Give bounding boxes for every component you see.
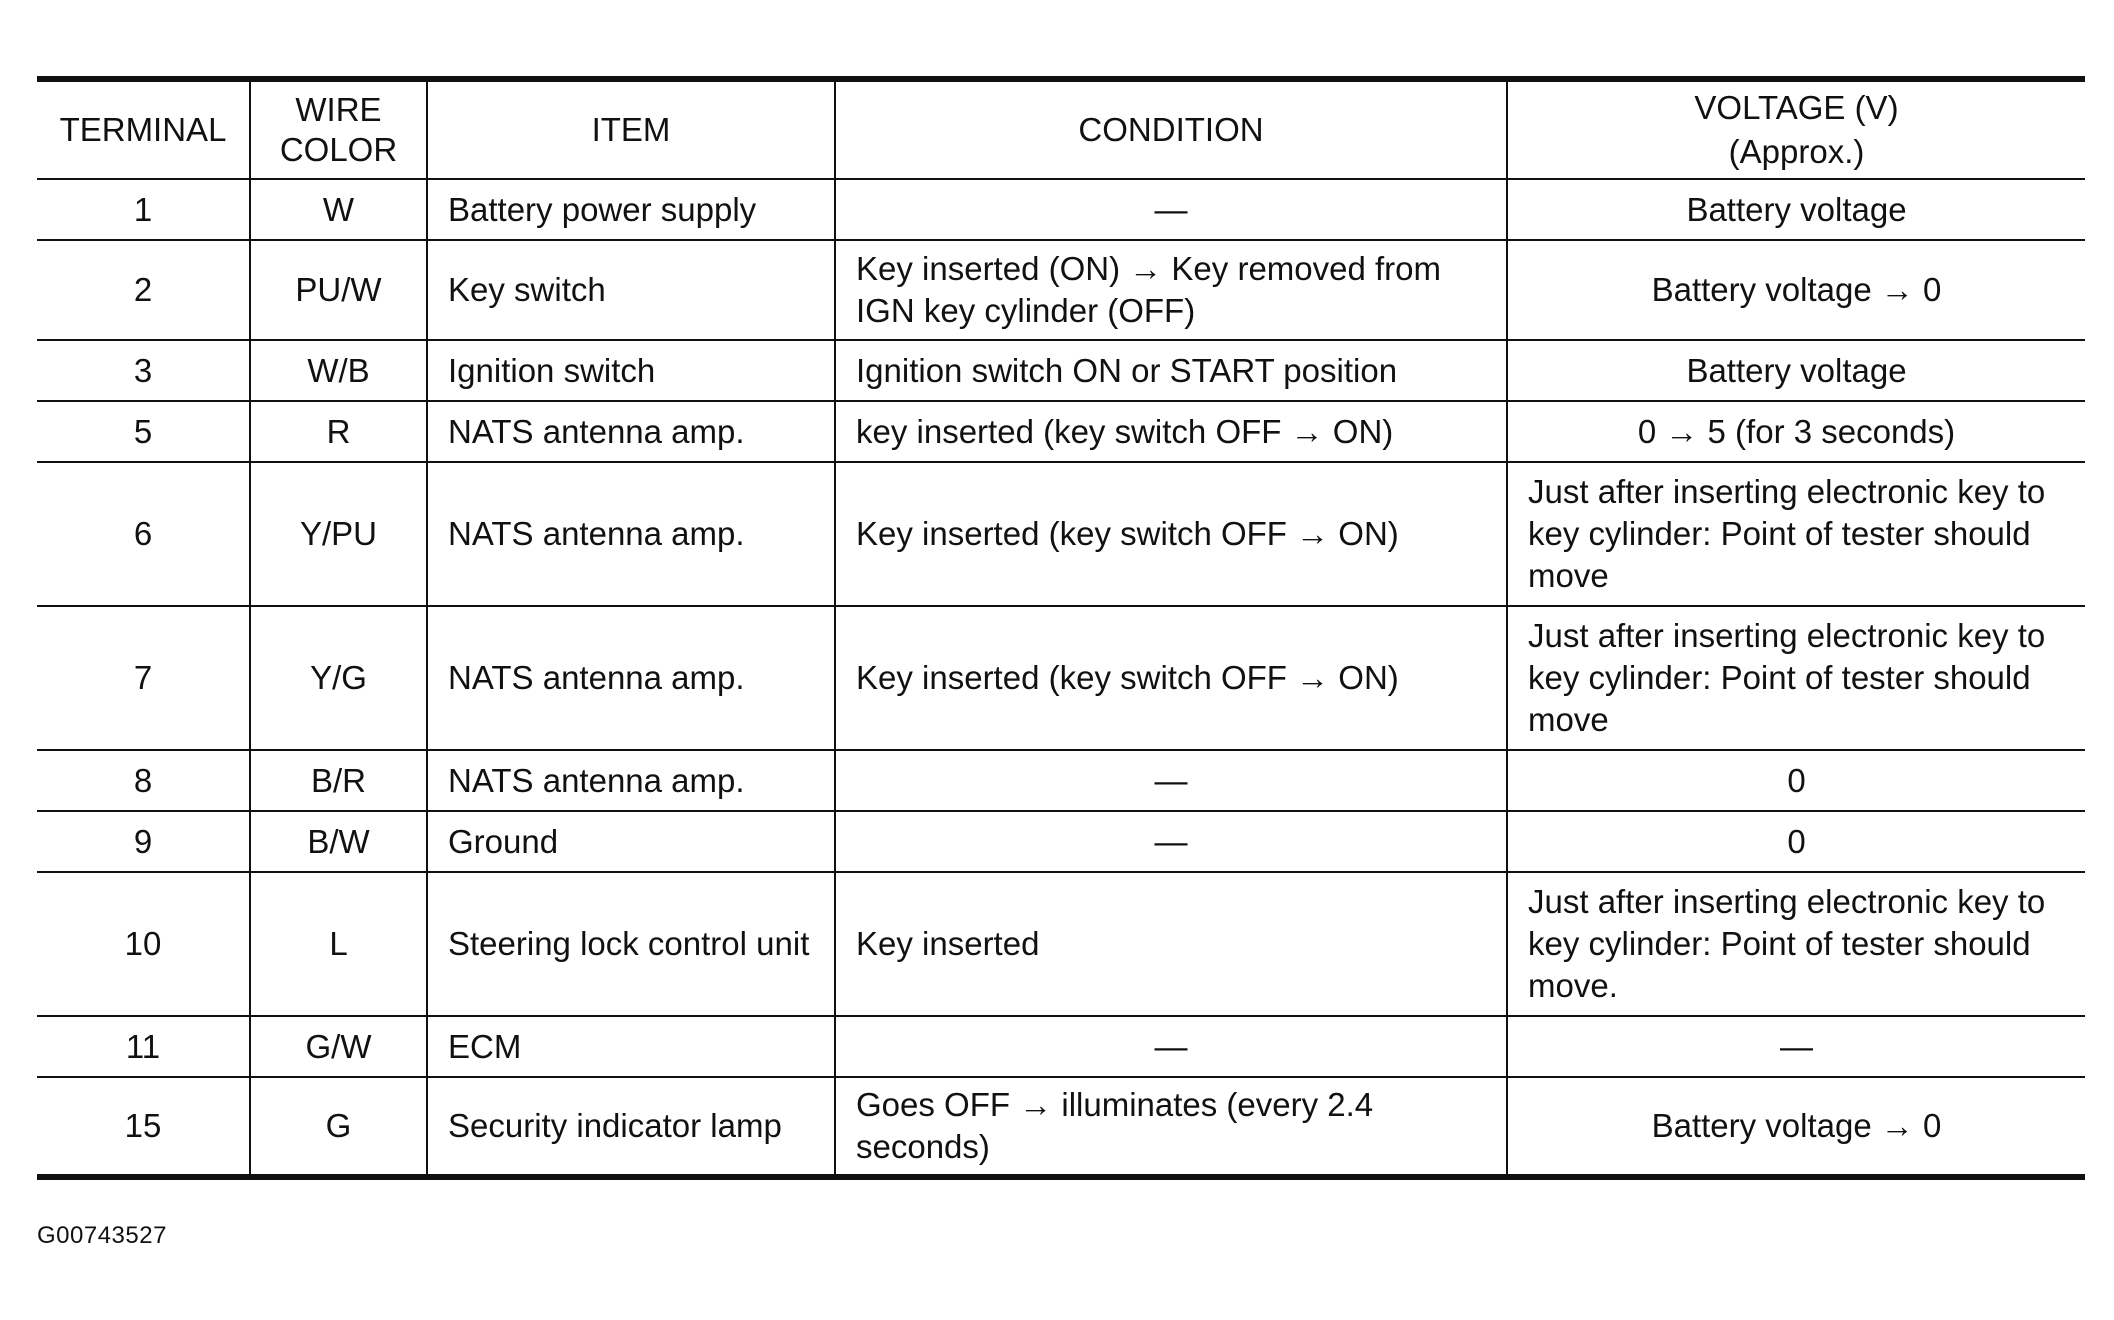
cell-terminal: 9 [37,811,250,872]
cell-terminal: 15 [37,1077,250,1177]
cell-voltage: Battery voltage [1507,179,2085,240]
cell-terminal: 5 [37,401,250,462]
cell-wire-color: W/B [250,340,427,401]
cell-wire-color: W [250,179,427,240]
cell-condition: key inserted (key switch OFF → ON) [835,401,1507,462]
cell-voltage: Just after inserting electronic key to key cylinder: Point of tester should move [1507,462,2085,606]
cell-item: NATS antenna amp. [427,606,835,750]
header-condition: CONDITION [835,79,1507,179]
figure-id: G00743527 [37,1222,167,1249]
cell-item: Ground [427,811,835,872]
cell-condition: — [835,811,1507,872]
cell-terminal: 10 [37,872,250,1016]
cell-terminal: 3 [37,340,250,401]
cell-condition: Key inserted [835,872,1507,1016]
table-row [37,811,2085,872]
cell-terminal: 6 [37,462,250,606]
cell-voltage: — [1507,1016,2085,1077]
table-row [37,1016,2085,1077]
cell-wire-color: PU/W [250,240,427,340]
table-row [37,401,2085,462]
table-row [37,1077,2085,1177]
cell-voltage: Just after inserting electronic key to key cylinder: Point of tester should move. [1507,872,2085,1016]
cell-terminal: 2 [37,240,250,340]
terminal-voltage-table [37,76,2085,1180]
cell-voltage: 0 → 5 (for 3 seconds) [1507,401,2085,462]
cell-item: Steering lock control unit [427,872,835,1016]
cell-voltage: Battery voltage [1507,340,2085,401]
header-voltage-label: VOLTAGE (V) (Approx.) [1694,89,1899,170]
cell-voltage: Battery voltage → 0 [1507,1077,2085,1177]
table-row [37,872,2085,1016]
header-terminal: TERMINAL [37,79,250,179]
cell-wire-color: G/W [250,1016,427,1077]
cell-condition: Key inserted (key switch OFF → ON) [835,606,1507,750]
cell-terminal: 11 [37,1016,250,1077]
cell-item: Key switch [427,240,835,340]
cell-item: ECM [427,1016,835,1077]
table-row [37,340,2085,401]
cell-condition: Goes OFF → illuminates (every 2.4 seconds) [835,1077,1507,1177]
cell-condition: Ignition switch ON or START position [835,340,1507,401]
header-row [37,79,2085,179]
cell-item: NATS antenna amp. [427,750,835,811]
cell-wire-color: Y/G [250,606,427,750]
cell-condition: Key inserted (key switch OFF → ON) [835,462,1507,606]
cell-condition: — [835,1016,1507,1077]
cell-condition: Key inserted (ON) → Key removed from IGN key cylinder (OFF) [835,240,1507,340]
cell-terminal: 7 [37,606,250,750]
cell-item: NATS antenna amp. [427,462,835,606]
table-row [37,179,2085,240]
cell-voltage: 0 [1507,750,2085,811]
header-voltage [1507,79,2085,179]
header-wire-color-label: WIRE COLOR [279,91,398,168]
header-item: ITEM [427,79,835,179]
table-row [37,750,2085,811]
header-wire-color [250,79,427,179]
cell-item: NATS antenna amp. [427,401,835,462]
cell-voltage: Battery voltage → 0 [1507,240,2085,340]
cell-wire-color: B/W [250,811,427,872]
cell-item: Security indicator lamp [427,1077,835,1177]
table-row [37,240,2085,340]
cell-voltage: 0 [1507,811,2085,872]
cell-condition: — [835,179,1507,240]
cell-condition: — [835,750,1507,811]
cell-wire-color: Y/PU [250,462,427,606]
cell-item: Battery power supply [427,179,835,240]
cell-voltage: Just after inserting electronic key to key cylinder: Point of tester should move [1507,606,2085,750]
cell-wire-color: G [250,1077,427,1177]
cell-wire-color: R [250,401,427,462]
table-row [37,462,2085,606]
cell-item: Ignition switch [427,340,835,401]
table-row [37,606,2085,750]
cell-wire-color: B/R [250,750,427,811]
cell-terminal: 1 [37,179,250,240]
cell-terminal: 8 [37,750,250,811]
cell-wire-color: L [250,872,427,1016]
